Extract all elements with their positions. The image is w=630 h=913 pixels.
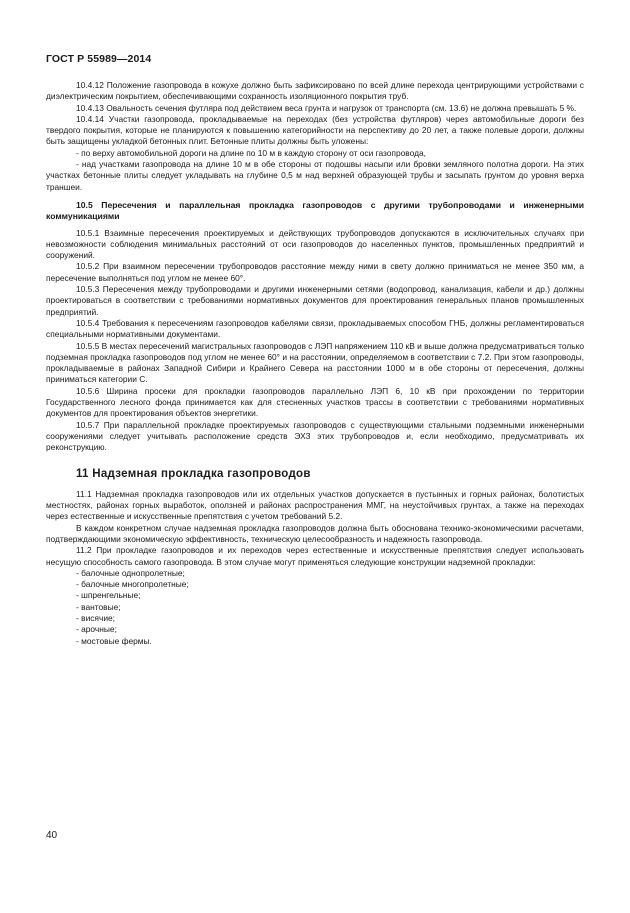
document-body <box>46 80 584 647</box>
list-item: - арочные; <box>76 624 117 635</box>
paragraph-10-4-14: 10.4.14 Участки газопровода, прокладываемые на переходах (без устройства футляров) через автомобильные дороги без твердого покрытия, которые не планируются к повышению категорийности на перспективу до 20 лет, а также полевые дороги, должны быть защищены укладкой бетонных плит. Бетонные плиты должны быть уложены: <box>46 113 584 147</box>
paragraph-11-1-justification: В каждом конкретном случае надземная прокладка газопроводов должна быть обоснована технико-экономическими расчетами, подтверждающими экономическую эффективность, техническую целесообразность и надежность газопровода. <box>46 522 584 544</box>
list-item: - балочные однопролетные; <box>76 567 185 578</box>
paragraph-11-1: 11.1 Надземная прокладка газопроводов или их отдельных участков допускается в пустынных и горных районах, болотистых местностях, районах горных выработок, оползней и районах распространения ММГ, на неустойчивых грунтах, а также на переходах через естественные и искусственные препятствия с учетом требований 5.2. <box>46 488 584 522</box>
paragraph-10-5-2: 10.5.2 При взаимном пересечении трубопроводов расстояние между ними в свету должно приниматься не менее 350 мм, а пересечение выполняться под углом не менее 60°. <box>46 261 584 283</box>
list-item: - мостовые фермы. <box>76 635 152 646</box>
page-number: 40 <box>46 830 58 841</box>
paragraph-10-5-5: 10.5.5 В местах пересечений магистральных газопроводов с ЛЭП напряжением 110 кВ и выше должна предусматриваться только подземная прокладка газопроводов под углом не менее 60° и на расстоянии, определяемом в соответствии с 7.2. При этом газопроводы, прокладываемые в районах Западной Сибири и Крайнего Севера на расстоянии 1000 м в обе стороны от пересечения, должны приниматься категории С. <box>46 340 584 385</box>
section-heading-11: 11 Надземная прокладка газопроводов <box>76 467 311 480</box>
paragraph-10-5-3: 10.5.3 Пересечения между трубопроводами и другими инженерными сетями (водопровод, канализация, кабели и др.) должны проектироваться в соответствии с требованиями нормативных документов для проектирования генеральных планов промышленных предприятий. <box>46 284 584 317</box>
list-item: - вантовые; <box>76 601 121 612</box>
paragraph-10-5-7: 10.5.7 При параллельной прокладке проектируемых газопроводов с существующими стальными подземными инженерными сооружениями следует учитывать расположение средств ЭХЗ этих трубопроводов и, если необходимо, предусматривать их реконструкцию. <box>46 419 584 453</box>
subsection-heading-10-5: 10.5 Пересечения и параллельная прокладка газопроводов с другими трубопроводами и инженерными коммуникациями <box>46 199 584 222</box>
document-header: ГОСТ Р 55989—2014 <box>46 53 152 65</box>
paragraph-10-5-1: 10.5.1 Взаимные пересечения проектируемых и действующих трубопроводов допускаются в исключительных случаях при невозможности соблюдения минимальных расстояний от оси газопроводов до населенных пунктов, промышленных предприятий и сооружений. <box>46 227 584 261</box>
paragraph-11-2: 11.2 При прокладке газопроводов и их переходов через естественные и искусственные препятствия следует использовать несущую способность самого газопровода. В этом случае могут применяться следующие конструкции надземной прокладки: <box>46 545 584 567</box>
bullet-road-top: - по верху автомобильной дороги на длине по 10 м в каждую сторону от оси газопровода, <box>76 147 426 158</box>
paragraph-10-5-6: 10.5.6 Ширина просеки для прокладки газопроводов параллельно ЛЭП 6, 10 кВ при прохождении по территории Государственного лесного фонда принимается как для стесненных участков трассы в соответствии с требованиями нормативных документов для проектирования объектов энергетики. <box>46 385 584 419</box>
paragraph-10-4-13: 10.4.13 Овальность сечения футляра под действием веса грунта и нагрузок от транспорта (см. 13.6) не должна превышать 5 %. <box>76 102 577 113</box>
list-item: - балочные многопролетные; <box>76 579 189 590</box>
paragraph-10-4-12: 10.4.12 Положение газопровода в кожухе должно быть зафиксировано по всей длине перехода центрирующими устройствами с диэлектрическим покрытием, обеспечивающими сохранность изоляционного покрытия труб. <box>46 80 584 102</box>
paragraph-10-5-4: 10.5.4 Требования к пересечениям газопроводов кабелями связи, прокладываемых способом ГНБ, должны регламентироваться специальными нормативными документами. <box>46 317 584 340</box>
bullet-above-pipeline: - над участками газопровода на длине 10 м в обе стороны от подошвы насыпи или бровки земляного полотна дороги. На этих участках бетонные плиты следует укладывать на глубине 0,5 м над верхней образующей трубы и засыпать грунтом до уровня верха траншеи. <box>46 159 584 192</box>
list-item: - шпренгельные; <box>76 590 141 601</box>
list-item: - висячие; <box>76 613 115 624</box>
